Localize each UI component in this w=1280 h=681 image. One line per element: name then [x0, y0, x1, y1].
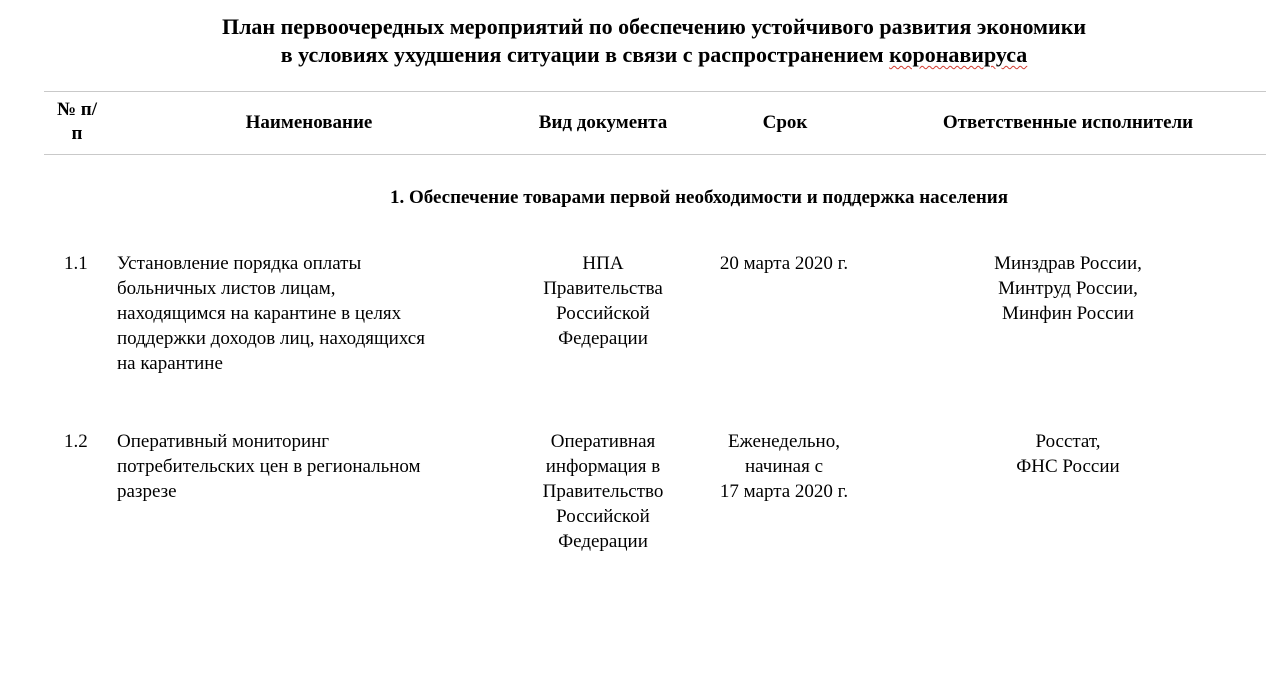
row-deadline-line: начиная с	[744, 456, 824, 477]
row-deadline-line: 20 марта 2020 г.	[719, 253, 849, 274]
row-responsible	[918, 251, 1218, 326]
header-number	[50, 98, 104, 146]
row-doc-type-line: информация в	[545, 456, 661, 477]
row-deadline	[700, 429, 868, 504]
row-number: 1.1	[64, 253, 88, 274]
header-number-line-2: п	[71, 123, 83, 144]
spellcheck-flagged-word[interactable]: коронавируса	[889, 42, 1028, 67]
row-name	[117, 251, 507, 376]
row-name-line: находящимся на карантине в целях	[117, 303, 402, 324]
row-doc-type-line: Федерации	[558, 328, 648, 349]
row-doc-type-line: Оперативная	[550, 431, 656, 452]
row-number: 1.2	[64, 431, 88, 452]
title-line-1: План первоочередных мероприятий по обеспечению устойчивого развития экономики	[221, 14, 1087, 39]
title-line-2	[0, 41, 1280, 69]
row-doc-type-line: Федерации	[558, 531, 648, 552]
row-doc-type-line: НПА	[582, 253, 624, 274]
header-doc-type: Вид документа	[538, 112, 668, 133]
row-doc-type-line: Российской	[556, 506, 650, 527]
row-name-line: Оперативный мониторинг	[117, 431, 330, 452]
header-name: Наименование	[245, 112, 373, 133]
row-responsible-line: Росстат,	[1035, 431, 1101, 452]
row-responsible	[918, 429, 1218, 479]
header-responsible: Ответственные исполнители	[942, 112, 1194, 133]
row-deadline-line: 17 марта 2020 г.	[719, 481, 849, 502]
row-name-line: на карантине	[117, 353, 223, 374]
row-doc-type	[518, 429, 688, 554]
section-title: 1. Обеспечение товарами первой необходимости и поддержка населения	[389, 187, 1009, 208]
row-deadline	[700, 251, 868, 276]
row-responsible-line: Минздрав России,	[994, 253, 1142, 274]
row-name-line: Установление порядка оплаты	[117, 253, 362, 274]
row-doc-type-line: Российской	[556, 303, 650, 324]
row-doc-type	[518, 251, 688, 351]
header-bottom-rule	[44, 154, 1266, 155]
row-deadline-line: Еженедельно,	[728, 431, 840, 452]
row-name-line: больничных листов лицам,	[117, 278, 336, 299]
document-title	[0, 13, 1280, 69]
row-doc-type-line: Правительства	[543, 278, 663, 299]
header-number-line-1: № п/	[56, 99, 98, 120]
header-deadline: Срок	[762, 112, 808, 133]
row-responsible-line: ФНС России	[1016, 456, 1120, 477]
row-responsible-line: Минтруд России,	[998, 278, 1138, 299]
header-top-rule	[44, 91, 1266, 92]
row-doc-type-line: Правительство	[542, 481, 664, 502]
row-name-line: потребительских цен в региональном	[117, 456, 421, 477]
row-responsible-line: Минфин России	[1002, 303, 1134, 324]
row-name-line: разрезе	[117, 481, 177, 502]
row-name	[117, 429, 507, 504]
row-name-line: поддержки доходов лиц, находящихся	[117, 328, 425, 349]
title-line-2-text: в условиях ухудшения ситуации в связи с распространением	[280, 42, 890, 67]
